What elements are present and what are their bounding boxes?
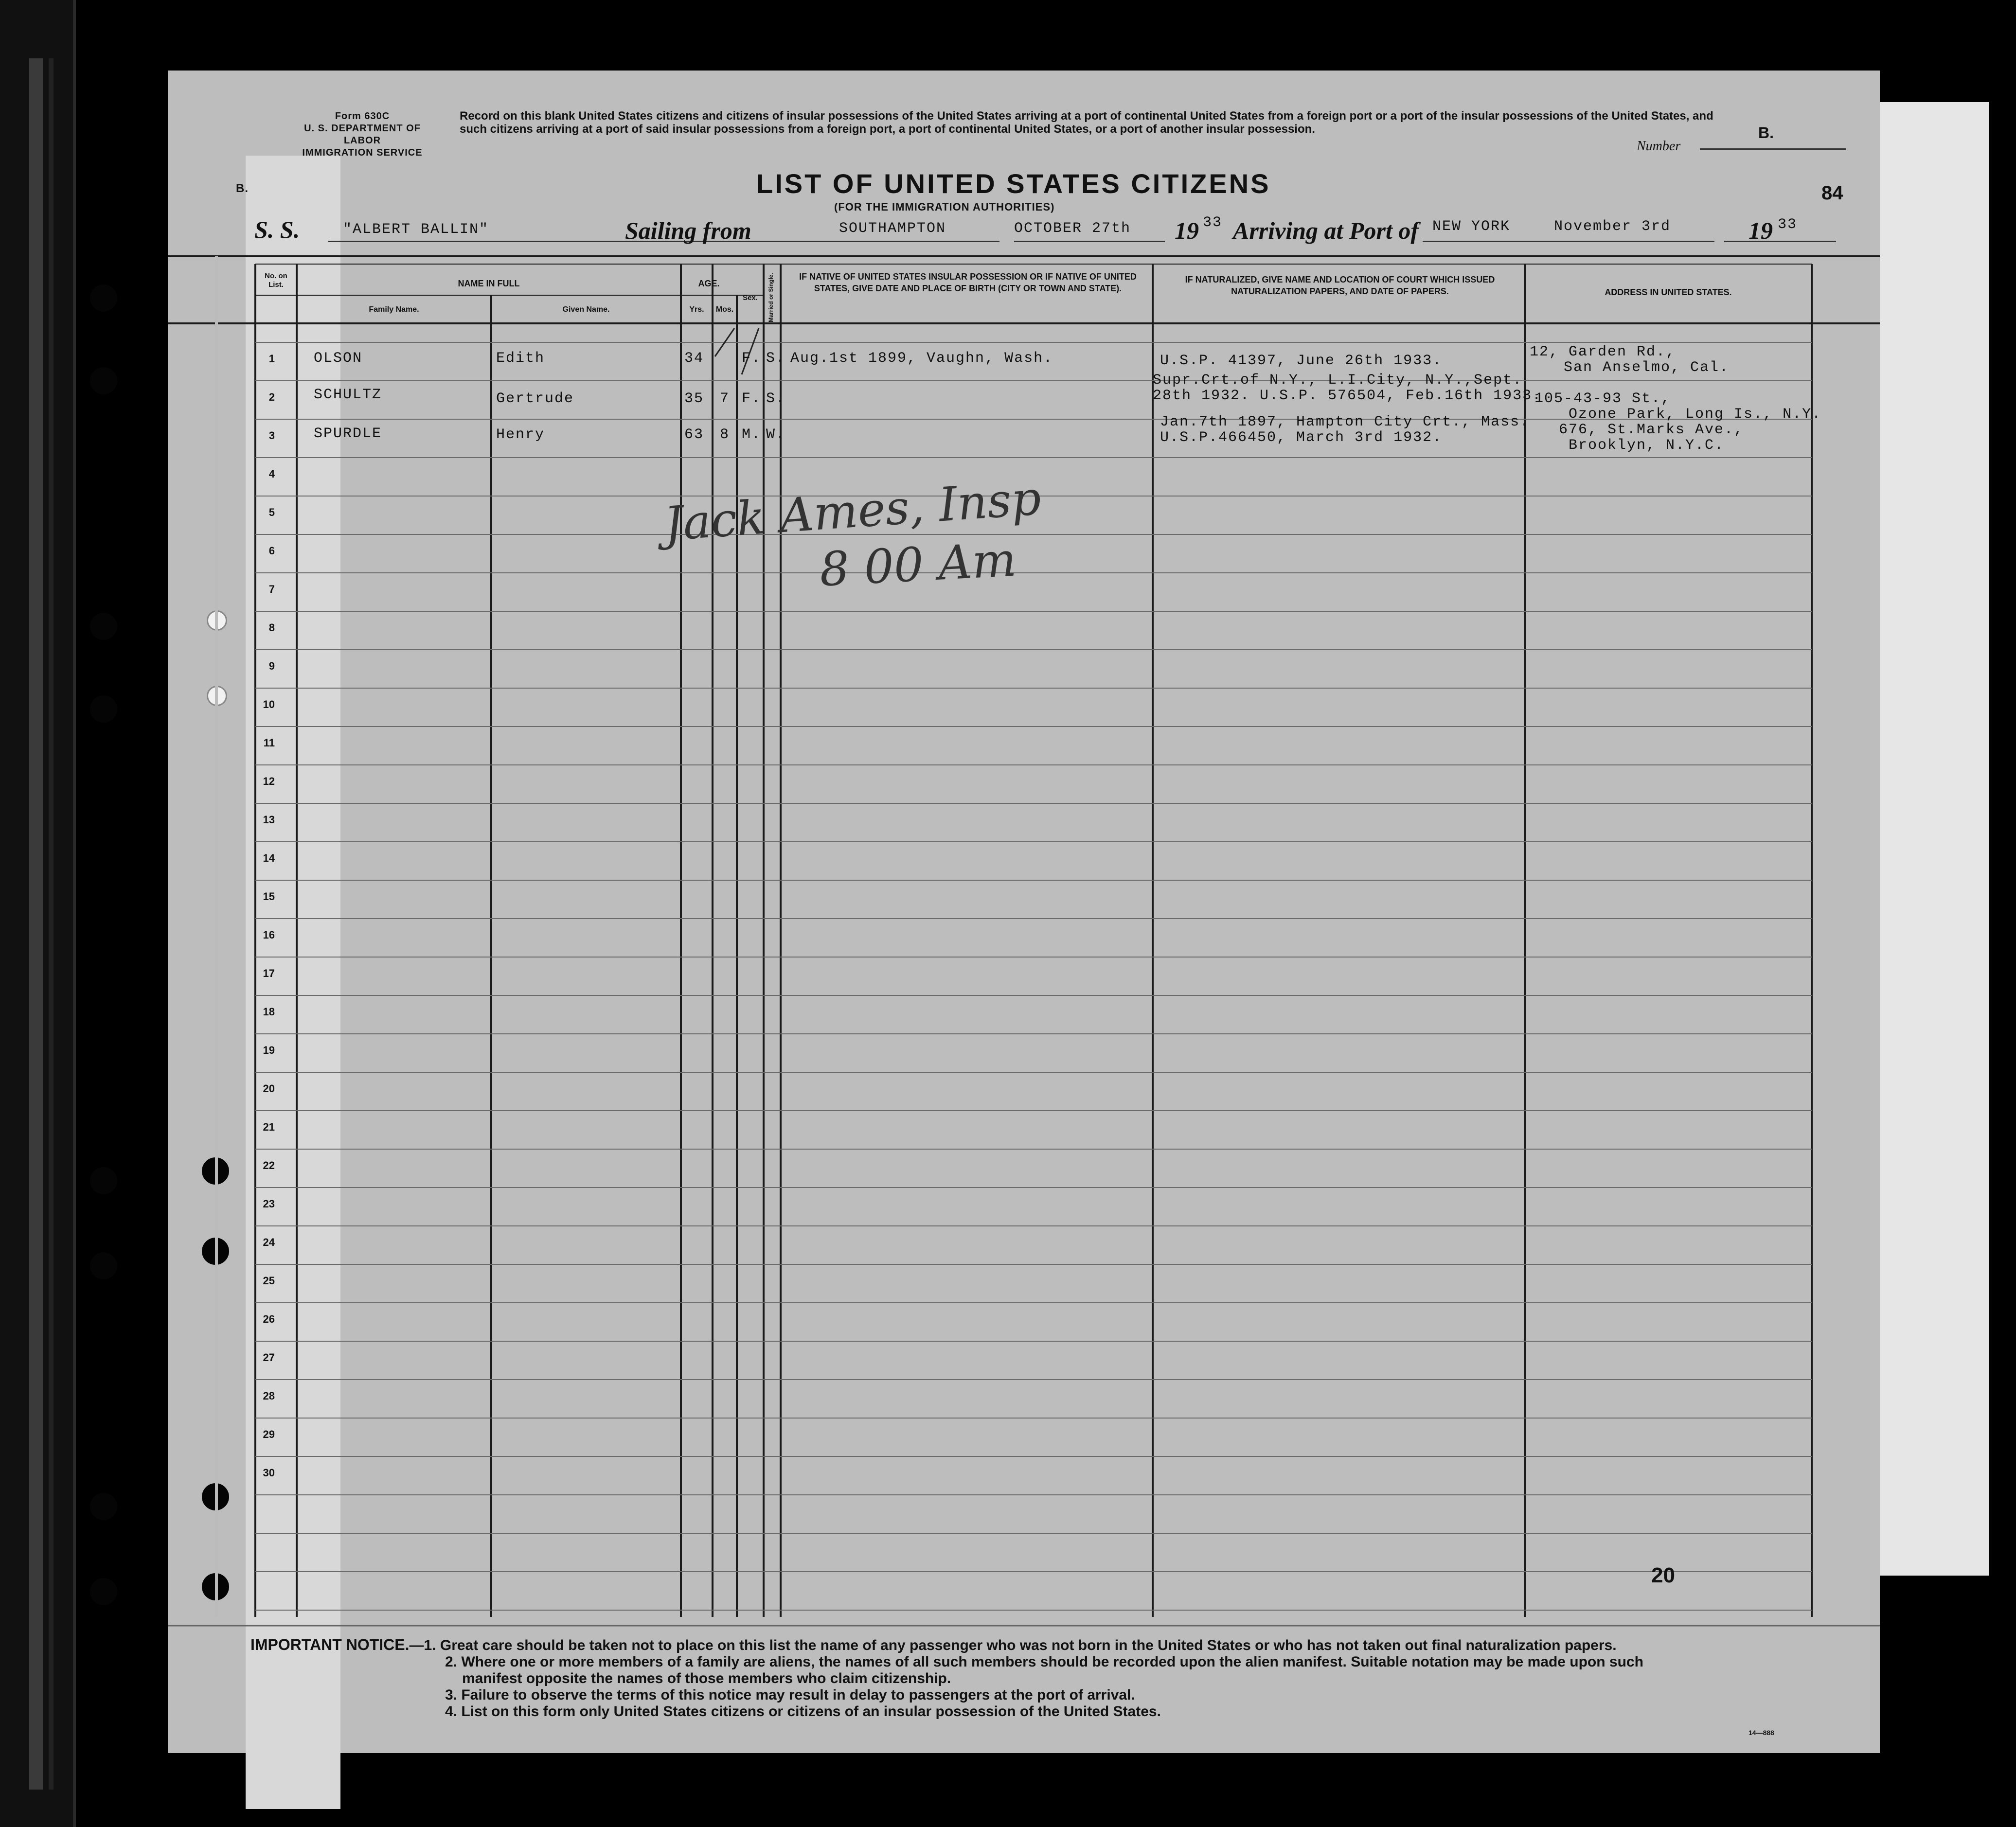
row-number: 16 xyxy=(263,929,275,941)
footer-number: 20 xyxy=(1651,1563,1675,1587)
row-number: 15 xyxy=(263,890,275,903)
sex-cell: F. xyxy=(742,390,762,407)
year-prefix-arrive: 19 xyxy=(1748,217,1773,244)
ss-label: S. S. xyxy=(254,216,300,243)
header-age: AGE. xyxy=(698,279,720,288)
naturalization-cell: Supr.Crt.of N.Y., L.I.City, N.Y.,Sept. xyxy=(1153,372,1523,389)
punch-hole-icon xyxy=(90,1167,117,1194)
sailing-label: Sailing from xyxy=(625,217,751,244)
header-naturalized: IF NATURALIZED, GIVE NAME AND LOCATION OF COURT WHICH ISSUED NATURALIZATION PAPERS, AND DATE OF PAPERS. xyxy=(1185,275,1495,296)
header-mos: Mos. xyxy=(715,305,734,314)
page-number: 84 xyxy=(1821,182,1843,204)
birth-info-cell: Aug.1st 1899, Vaughn, Wash. xyxy=(790,350,1053,367)
address-line-1: 105-43-93 St., xyxy=(1534,390,1671,407)
row-number: 18 xyxy=(263,1006,275,1018)
table-grid xyxy=(168,255,1880,1636)
number-label: Number xyxy=(1637,139,1681,154)
row-number: 29 xyxy=(263,1428,275,1440)
row-number: 28 xyxy=(263,1390,275,1402)
punch-hole-icon xyxy=(90,1493,117,1520)
header-yrs: Yrs. xyxy=(689,305,704,314)
notice-item-1: —1. Great care should be taken not to place on this list the name of any passenger who was not born in the United States or who has not taken out final naturalization papers. xyxy=(409,1637,1617,1653)
sex-cell: M. xyxy=(742,426,762,443)
row-number: 19 xyxy=(263,1044,275,1056)
year-arrive: 33 xyxy=(1778,216,1798,233)
row-number: 23 xyxy=(263,1198,275,1210)
row-number: 25 xyxy=(263,1275,275,1287)
row-number: 17 xyxy=(263,967,275,979)
punch-hole-icon xyxy=(90,367,117,394)
header-sex: Sex. xyxy=(743,294,758,302)
sex-cell: F. xyxy=(742,350,762,367)
header-married: Married or Single. xyxy=(767,273,774,322)
naturalization-cell: U.S.P.466450, March 3rd 1932. xyxy=(1160,429,1443,446)
department-label: U. S. DEPARTMENT OF LABOR xyxy=(304,123,421,146)
row-number: 27 xyxy=(263,1351,275,1364)
row-number: 30 xyxy=(263,1467,275,1479)
header-name-in-full: NAME IN FULL xyxy=(458,279,520,288)
year-prefix-depart: 19 xyxy=(1175,217,1199,244)
family-name-cell: OLSON xyxy=(314,350,363,367)
inspection-time: 8 00 Am xyxy=(818,532,1018,597)
arrival-port: NEW YORK xyxy=(1432,218,1511,235)
notice-label: IMPORTANT NOTICE. xyxy=(250,1636,410,1653)
address-line-2: Ozone Park, Long Is., N.Y. xyxy=(1569,406,1822,423)
address-line-2: Brooklyn, N.Y.C. xyxy=(1569,437,1725,454)
age-months-cell: 8 xyxy=(720,426,730,443)
depart-date: OCTOBER 27th xyxy=(1014,220,1131,237)
page-subtitle: (FOR THE IMMIGRATION AUTHORITIES) xyxy=(834,201,1055,213)
row-number: 3 xyxy=(268,429,275,442)
header-no-on-list: No. on List. xyxy=(265,272,287,289)
naturalization-cell: 28th 1932. U.S.P. 576504, Feb.16th 1933. xyxy=(1153,388,1542,404)
naturalization-cell: Jan.7th 1897, Hampton City Crt., Mass. xyxy=(1160,414,1530,430)
manifest-page xyxy=(168,71,1880,1753)
notice-item-4: 4. List on this form only United States citizens or citizens of an insular possession of the United States. xyxy=(445,1703,1161,1720)
year-depart: 33 xyxy=(1203,214,1223,231)
arrival-date: November 3rd xyxy=(1554,218,1671,235)
form-letter: B. xyxy=(236,182,249,195)
important-notice xyxy=(250,1636,1846,1720)
age-months-cell: 7 xyxy=(720,390,730,407)
arriving-label: Arriving at Port of xyxy=(1233,217,1419,244)
row-number: 22 xyxy=(263,1159,275,1171)
row-number: 7 xyxy=(268,583,275,595)
instructions-text: Record on this blank United States citizens and citizens of insular possessions of the United States arriving at a port of continental United States from a foreign port or a port of the insular possessions of the United States, and such citizens arriving at a port of said insular possessions from a foreign port, a port of continental United States, or a port of another insular possession. xyxy=(460,109,1713,136)
row-number: 9 xyxy=(268,660,275,672)
marital-status-cell: S. xyxy=(766,390,786,407)
address-line-2: San Anselmo, Cal. xyxy=(1564,359,1730,376)
header-given-name: Given Name. xyxy=(562,305,610,314)
row-number: 11 xyxy=(263,737,275,749)
given-name-cell: Gertrude xyxy=(496,390,574,407)
row-number: 4 xyxy=(268,468,275,480)
punch-hole-icon xyxy=(90,1252,117,1279)
marital-status-cell: W. xyxy=(766,426,786,443)
address-line-1: 12, Garden Rd., xyxy=(1530,344,1676,360)
binder-strip-left xyxy=(0,0,76,1827)
service-label: IMMIGRATION SERVICE xyxy=(302,147,423,158)
header-address: ADDRESS IN UNITED STATES. xyxy=(1605,287,1732,297)
binder-bar-inner xyxy=(49,58,54,1790)
ship-name: "ALBERT BALLIN" xyxy=(343,221,489,238)
family-name-cell: SPURDLE xyxy=(314,426,382,442)
header-family-name: Family Name. xyxy=(369,305,419,314)
row-number: 5 xyxy=(268,506,275,518)
given-name-cell: Henry xyxy=(496,426,545,443)
address-line-1: 676, St.Marks Ave., xyxy=(1559,422,1744,438)
punch-hole-icon xyxy=(90,1578,117,1605)
row-number: 10 xyxy=(263,698,275,710)
header-native: IF NATIVE OF UNITED STATES INSULAR POSSESSION OR IF NATIVE OF UNITED STATES, GIVE DATE AND PLACE OF BIRTH (CITY OR TOWN AND STATE). xyxy=(799,272,1137,293)
notice-item-2-continued: manifest opposite the names of those members who claim citizenship. xyxy=(462,1670,951,1686)
age-years-cell: 34 xyxy=(684,350,704,367)
age-years-cell: 63 xyxy=(684,426,704,443)
punch-hole-icon xyxy=(90,695,117,723)
notice-item-2: 2. Where one or more members of a family are aliens, the names of all such members should be recorded upon the alien manifest. Suitable notation may be made upon such xyxy=(445,1654,1643,1670)
row-number: 13 xyxy=(263,814,275,826)
notice-item-3: 3. Failure to observe the terms of this notice may result in delay to passengers at the port of arrival. xyxy=(445,1687,1135,1703)
punch-hole-icon xyxy=(90,613,117,640)
number-value: B. xyxy=(1758,124,1774,142)
from-port: SOUTHAMPTON xyxy=(839,220,946,237)
inspector-signature: Jack Ames, Insp xyxy=(662,471,1043,551)
family-name-cell: SCHULTZ xyxy=(314,387,382,403)
binder-strip-right xyxy=(1873,102,1989,1576)
given-name-cell: Edith xyxy=(496,350,545,367)
row-number: 14 xyxy=(263,852,275,864)
manifest-table xyxy=(168,255,1880,1636)
age-years-cell: 35 xyxy=(684,390,704,407)
form-number: Form 630C xyxy=(335,111,390,122)
row-number: 8 xyxy=(268,621,275,634)
row-number: 26 xyxy=(263,1313,275,1325)
row-number: 24 xyxy=(263,1236,275,1248)
row-number: 12 xyxy=(263,775,275,787)
row-number: 2 xyxy=(268,391,275,403)
punch-hole-icon xyxy=(90,284,117,312)
row-number: 21 xyxy=(263,1121,275,1133)
row-number: 20 xyxy=(263,1082,275,1095)
print-code: 14—888 xyxy=(1748,1729,1774,1737)
marital-status-cell: S. xyxy=(766,350,786,367)
row-number: 1 xyxy=(268,353,275,365)
naturalization-cell: U.S.P. 41397, June 26th 1933. xyxy=(1160,353,1443,369)
row-number: 6 xyxy=(268,545,275,557)
page-title: LIST OF UNITED STATES CITIZENS xyxy=(756,168,1271,199)
binder-bar xyxy=(29,58,43,1790)
